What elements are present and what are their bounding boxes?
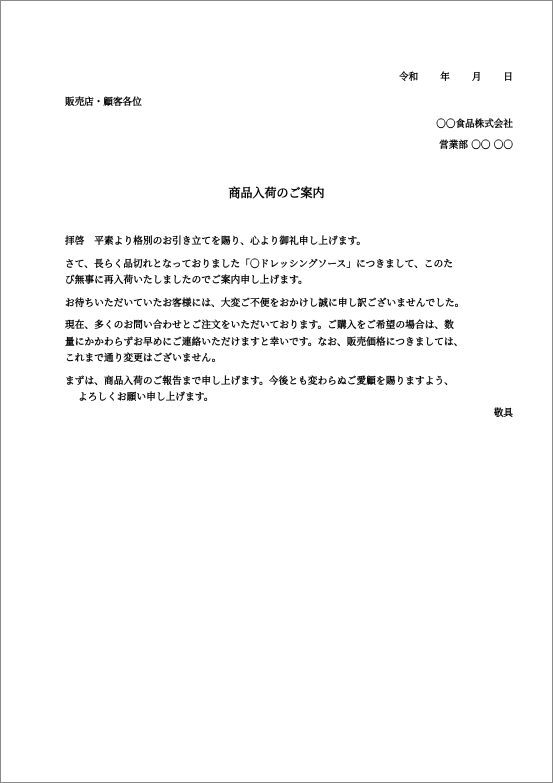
paragraph-line: まずは、商品入荷のご報告まで申し上げます。今後とも変わらぬご愛顧を賜りますよう、 bbox=[65, 375, 454, 387]
paragraph-line: お待ちいただいていたお客様には、大変ご不便をおかけし誠に申し訳ございませんでした。 bbox=[65, 297, 465, 309]
paragraph-line: よろしくお願い申し上げます。 bbox=[78, 392, 214, 403]
paragraph-line: び無事に再入荷いたしましたのでご案内申し上げます。 bbox=[65, 275, 308, 286]
date-line bbox=[399, 69, 513, 83]
date-era: 令和 bbox=[399, 72, 419, 83]
date-day: 日 bbox=[503, 72, 513, 83]
date-year: 年 bbox=[440, 72, 450, 83]
paragraph-greeting bbox=[65, 234, 517, 251]
closing-phrase: 敬具 bbox=[493, 408, 513, 419]
paragraph-line: 拝啓 平素より格別のお引き立てを賜り、心より御礼申し上げます。 bbox=[65, 236, 367, 247]
sender-department: 営業部 〇〇 〇〇 bbox=[439, 140, 513, 151]
sender-company: 〇〇食品株式会社 bbox=[436, 119, 513, 130]
paragraph-line: これまで通り変更はございません。 bbox=[65, 353, 222, 364]
letter-body bbox=[65, 234, 517, 413]
addressee: 販売店・顧客各位 bbox=[65, 97, 142, 108]
date-month: 月 bbox=[471, 72, 482, 83]
document-title: 商品入荷のご案内 bbox=[228, 186, 325, 200]
paragraph-orders bbox=[65, 318, 517, 368]
paragraph-announcement bbox=[65, 257, 517, 290]
paragraph-line: 現在、多くのお問い合わせとご注文をいただいております。ご購入をご希望の場合は、数 bbox=[65, 320, 454, 331]
paragraph-line: 量にかかわらずお早めにご連絡いただけますと幸いです。なお、販売価格につきましては、 bbox=[65, 336, 464, 348]
paragraph-apology bbox=[65, 296, 517, 313]
paragraph-conclusion bbox=[65, 374, 517, 407]
paragraph-line: さて、長らく品切れとなっておりました「〇ドレッシングソース」につきまして、このた bbox=[65, 258, 454, 270]
